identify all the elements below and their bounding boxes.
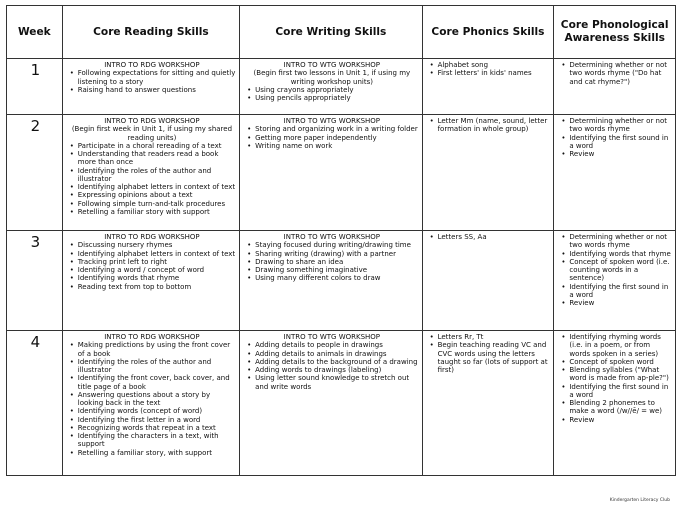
table-row (7, 231, 676, 331)
skill-item: • Blending syllables ("What word is made from ap-ple?") (569, 366, 672, 383)
skill-item: • Identifying the first sound in a word (569, 134, 672, 151)
skill-item: • Review (569, 416, 672, 424)
phonics-cell (422, 115, 554, 231)
cell-heading: INTRO TO RDG WORKSHOP (104, 333, 200, 341)
skill-list (68, 69, 236, 94)
writing-cell (240, 59, 422, 115)
skill-item: • Tracking print left to right (78, 258, 236, 266)
reading-cell (62, 115, 239, 231)
skill-item: • Adding details to the background of a drawing (255, 358, 418, 366)
skill-item: • Identifying words that rhyme (78, 274, 236, 282)
skill-item: • Letter Mm (name, sound, letter formation in whole group) (438, 117, 551, 134)
skill-item: • Letters SS, Aa (438, 233, 551, 241)
skill-item: • Using crayons appropriately (255, 86, 418, 94)
table-row (7, 115, 676, 231)
week-number: 4 (7, 331, 63, 476)
writing-cell (240, 331, 422, 476)
skill-list (559, 233, 672, 307)
skill-item: • Drawing to share an idea (255, 258, 418, 266)
skill-item: • Identifying the roles of the author and illustrator (78, 167, 236, 184)
skill-item: • Expressing opinions about a text (78, 191, 236, 199)
writing-cell (240, 231, 422, 331)
skill-item: • Drawing something imaginative (255, 266, 418, 274)
cell-heading: INTRO TO WTG WORKSHOP (283, 61, 381, 69)
skill-list (68, 142, 236, 216)
curriculum-table (6, 5, 676, 476)
skill-list (68, 341, 236, 457)
skill-item: • Identifying a word / concept of word (78, 266, 236, 274)
cell-heading: INTRO TO WTG WORKSHOP (283, 333, 381, 341)
skill-item: • Identifying the first letter in a word (78, 416, 236, 424)
skill-item: • Alphabet song (438, 61, 551, 69)
skill-item: • Identifying the front cover, back cover, and title page of a book (78, 374, 236, 391)
cell-heading: INTRO TO RDG WORKSHOP (104, 61, 200, 69)
skill-item: • Identifying the first sound in a word (569, 283, 672, 300)
cell-heading: INTRO TO RDG WORKSHOP (104, 117, 200, 125)
skill-list (245, 241, 418, 282)
skill-item: • Identifying alphabet letters in context of text (78, 250, 236, 258)
skill-item: • Using letter sound knowledge to stretch out and write words (255, 374, 418, 391)
skill-item: • Concept of spoken word (569, 358, 672, 366)
skill-item: • Understanding that readers read a book more than once (78, 150, 236, 167)
skill-list (559, 61, 672, 86)
skill-item: • Letters Rr, Tt (438, 333, 551, 341)
phonics-cell (422, 231, 554, 331)
skill-item: • Adding details to animals in drawings (255, 350, 418, 358)
skill-item: • Determining whether or not two words rhyme (569, 233, 672, 250)
skill-item: • Making predictions by using the front cover of a book (78, 341, 236, 358)
skill-item: • Identifying the first sound in a word (569, 383, 672, 400)
cell-heading: INTRO TO WTG WORKSHOP (283, 233, 381, 241)
skill-item: • Writing name on work (255, 142, 418, 150)
skill-list (428, 333, 551, 374)
skill-list (559, 117, 672, 158)
skill-item: • Using pencils appropriately (255, 94, 418, 102)
skill-item: • Using many different colors to draw (255, 274, 418, 282)
cell-heading: INTRO TO RDG WORKSHOP (104, 233, 200, 241)
skill-item: • Identifying words (concept of word) (78, 407, 236, 415)
skill-item: • Recognizing words that repeat in a text (78, 424, 236, 432)
skill-item: • Retelling a familiar story with support (78, 208, 236, 216)
header-phonics: Core Phonics Skills (422, 6, 554, 59)
header-phonological: Core Phonological Awareness Skills (554, 6, 676, 59)
skill-item: • Following expectations for sitting and quietly listening to a story (78, 69, 236, 86)
skill-item: • Identifying the characters in a text, with support (78, 432, 236, 449)
skill-item: • Adding details to people in drawings (255, 341, 418, 349)
skill-item: • Sharing writing (drawing) with a partner (255, 250, 418, 258)
table-row (7, 331, 676, 476)
table-row (7, 59, 676, 115)
header-row (7, 6, 676, 59)
skill-list (428, 233, 551, 241)
skill-list (428, 61, 551, 78)
skill-item: • Following simple turn-and-talk procedures (78, 200, 236, 208)
skill-item: • Identifying words that rhyme (569, 250, 672, 258)
writing-cell (240, 115, 422, 231)
cell-heading: INTRO TO WTG WORKSHOP (283, 117, 381, 125)
header-week: Week (7, 6, 63, 59)
reading-cell (62, 59, 239, 115)
skill-item: • Determining whether or not two words rhyme (569, 117, 672, 134)
skill-item: • Discussing nursery rhymes (78, 241, 236, 249)
skill-list (428, 117, 551, 134)
skill-list (245, 86, 418, 103)
skill-item: • Identifying rhyming words (i.e. in a poem, or from words spoken in a series) (569, 333, 672, 358)
skill-list (559, 333, 672, 424)
skill-item: • Determining whether or not two words rhyme ("Do hat and cat rhyme?") (569, 61, 672, 86)
phonics-cell (422, 59, 554, 115)
skill-item: • Getting more paper independently (255, 134, 418, 142)
skill-item: • Review (569, 299, 672, 307)
skill-item: • Answering questions about a story by looking back in the text (78, 391, 236, 408)
skill-item: • Identifying alphabet letters in context of text (78, 183, 236, 191)
skill-item: • Retelling a familiar story, with support (78, 449, 236, 457)
skill-item: • First letters' in kids' names (438, 69, 551, 77)
week-number: 2 (7, 115, 63, 231)
skill-item: • Staying focused during writing/drawing time (255, 241, 418, 249)
reading-cell (62, 331, 239, 476)
skill-list (245, 341, 418, 391)
pa-cell (554, 59, 676, 115)
skill-item: • Begin teaching reading VC and CVC words using the letters taught so far (lots of support at first) (438, 341, 551, 374)
skill-item: • Concept of spoken word (i.e. counting words in a sentence) (569, 258, 672, 283)
pa-cell (554, 231, 676, 331)
week-number: 3 (7, 231, 63, 331)
week-number: 1 (7, 59, 63, 115)
credit-text: Kindergarten Literacy Club (609, 498, 670, 503)
header-writing: Core Writing Skills (240, 6, 422, 59)
skill-item: • Storing and organizing work in a writing folder (255, 125, 418, 133)
skill-item: • Raising hand to answer questions (78, 86, 236, 94)
cell-heading: (Begin first week in Unit 1, if using my shared reading units) (71, 125, 233, 142)
skill-list (245, 125, 418, 150)
skill-item: • Participate in a choral rereading of a text (78, 142, 236, 150)
skill-item: • Adding words to drawings (labeling) (255, 366, 418, 374)
header-reading: Core Reading Skills (62, 6, 239, 59)
skill-item: • Identifying the roles of the author and illustrator (78, 358, 236, 375)
skill-item: • Reading text from top to bottom (78, 283, 236, 291)
skill-item: • Review (569, 150, 672, 158)
skill-list (68, 241, 236, 291)
cell-heading: (Begin first two lessons in Unit 1, if using my writing workshop units) (253, 69, 411, 86)
skill-item: • Blending 2 phonemes to make a word (/w//ē/ = we) (569, 399, 672, 416)
pa-cell (554, 115, 676, 231)
phonics-cell (422, 331, 554, 476)
reading-cell (62, 231, 239, 331)
pa-cell (554, 331, 676, 476)
